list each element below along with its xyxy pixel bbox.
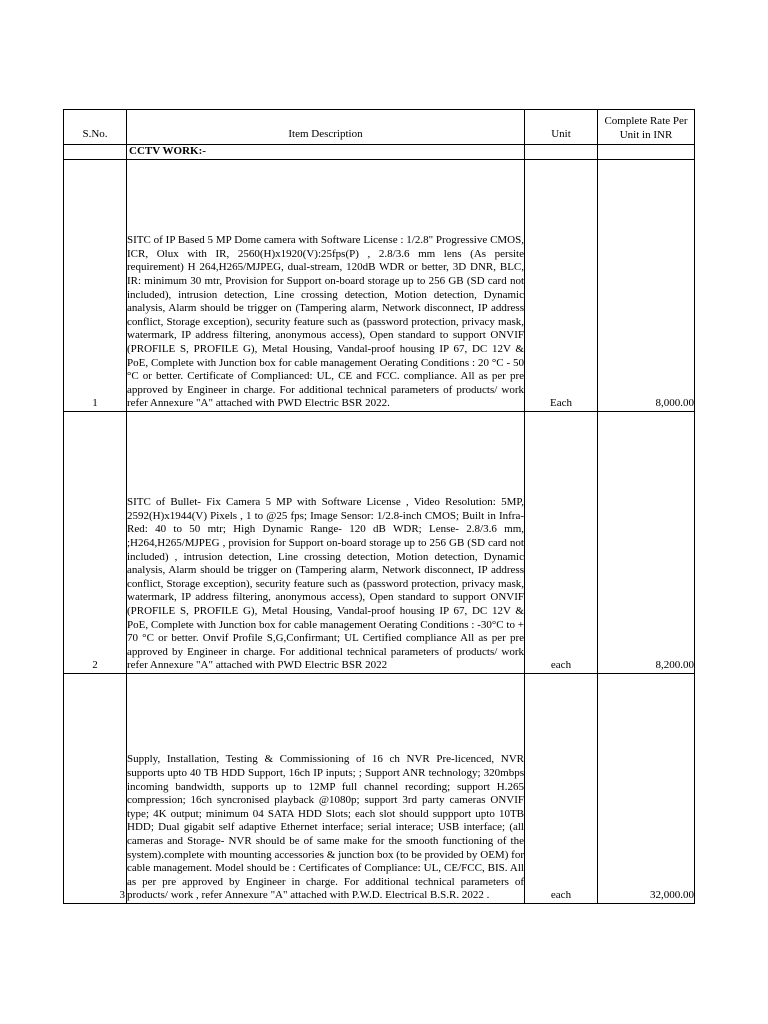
row-description: SITC of Bullet- Fix Camera 5 MP with Software License , Video Resolution: 5MP, 2592(H)x1944(V) Pixels , 1 to @25 fps; Image Sensor: 1/2.8-inch CMOS; Built in Infra-Red: 40 to 50 mtr; High Dynamic Range- 120 dB WDR; Lense- 2.8/3.6 mm, ;H264,H265/MJPEG , provision for Support on-board storage up to 256 GB (SD card not included) , intrusion detection, Line crossing detection, Motion detection, Dynamic analysis, Alarm should be trigger on (Tampering alarm, Network disconnect, IP address conflict, Storage exception), security feature such as (password protection, privacy mask, watermark, IP address filtering, anonymous access), Open standard to support ONVIF (PROFILE S, PROFILE G), Metal Housing, Vandal-proof housing IP 67, DC 12V & PoE, Complete with Junction box for cable management Oerating Conditions : -30°C to + 70 °C or better. Onvif Profile S,G,Confirmant; UL Certified compliance All as per pre approved by Engineer in charge. For additional technical parameters of products/ work refer Annexure "A" attached with PWD Electric BSR 2022: [127, 412, 525, 674]
table-row: [64, 412, 695, 674]
table-row: [64, 160, 695, 412]
row-description: Supply, Installation, Testing & Commissioning of 16 ch NVR Pre-licenced, NVR supports upto 40 TB HDD Support, 16ch IP inputs; ; Support ANR technology; 320mbps incoming bandwidth, supports up to 12MP full channel recording; support H.265 compression; 16ch syncronised playback @1080p; support 3rd party cameras ONVIF type; 4K output; minimum 04 SATA HDD Slots; each slot should suppport upto 10TB HDD; Dual gigabit self adaptive Ethernet interface; serial interace; USB interface; (all cameras and Storage- NVR should be of same make for the smooth functioning of the system).complete with mounting accessories & junction box (to be provided by OEM) for cable management. Model should be : Certificates of Compliance: UL, CE/FCC, BIS. All as per pre approved by Engineer in charge. For additional technical parameters of products/ work , refer Annexure "A" attached with P.W.D. Electrical B.S.R. 2022 .: [127, 674, 525, 904]
boq-table: [63, 109, 695, 904]
row-unit: each: [525, 674, 598, 904]
empty-cell: [525, 145, 598, 160]
row-sno: 2: [64, 412, 127, 674]
row-rate: 32,000.00: [598, 674, 695, 904]
header-description: Item Description: [127, 110, 525, 145]
row-unit: each: [525, 412, 598, 674]
header-sno: S.No.: [64, 110, 127, 145]
section-row: [64, 145, 695, 160]
row-rate: 8,200.00: [598, 412, 695, 674]
empty-cell: [598, 145, 695, 160]
row-sno: 3: [64, 674, 127, 904]
header-unit: Unit: [525, 110, 598, 145]
row-rate: 8,000.00: [598, 160, 695, 412]
row-unit: Each: [525, 160, 598, 412]
row-sno: 1: [64, 160, 127, 412]
empty-cell: [64, 145, 127, 160]
row-description: SITC of IP Based 5 MP Dome camera with Software License : 1/2.8" Progressive CMOS, ICR, Olux with IR, 2560(H)x1920(V):25fps(P) , 2.8/3.6 mm lens (As persite requirement) H 264,H265/MJPEG, dual-stream, 120dB WDR or better, 3D DNR, BLC, IR: minimum 30 mtr, Provision for Support on-board storage up to 256 GB (SD card not included), intrusion detection, Line crossing detection, Motion detection, Dynamic analysis, Alarm should be trigger on (Tampering alarm, Network disconnect, IP address conflict, Storage exception), security feature such as (password protection, privacy mask, watermark, IP address filtering, anonymous access), Open standard to support ONVIF (PROFILE S, PROFILE G), Metal Housing, Vandal-proof housing IP 67, DC 12V & PoE, Complete with Junction box for cable management Oerating Conditions : 20 °C - 50 °C or better. Certificate of Complianced: UL, CE and FCC. compliance. All as per pre approved by Engineer in charge. For additional technical parameters of products/ work refer Annexure "A" attached with PWD Electric BSR 2022.: [127, 160, 525, 412]
table-row: [64, 674, 695, 904]
table-header-row: [64, 110, 695, 145]
section-title: CCTV WORK:-: [127, 145, 525, 160]
header-rate: Complete Rate Per Unit in INR: [598, 110, 695, 145]
